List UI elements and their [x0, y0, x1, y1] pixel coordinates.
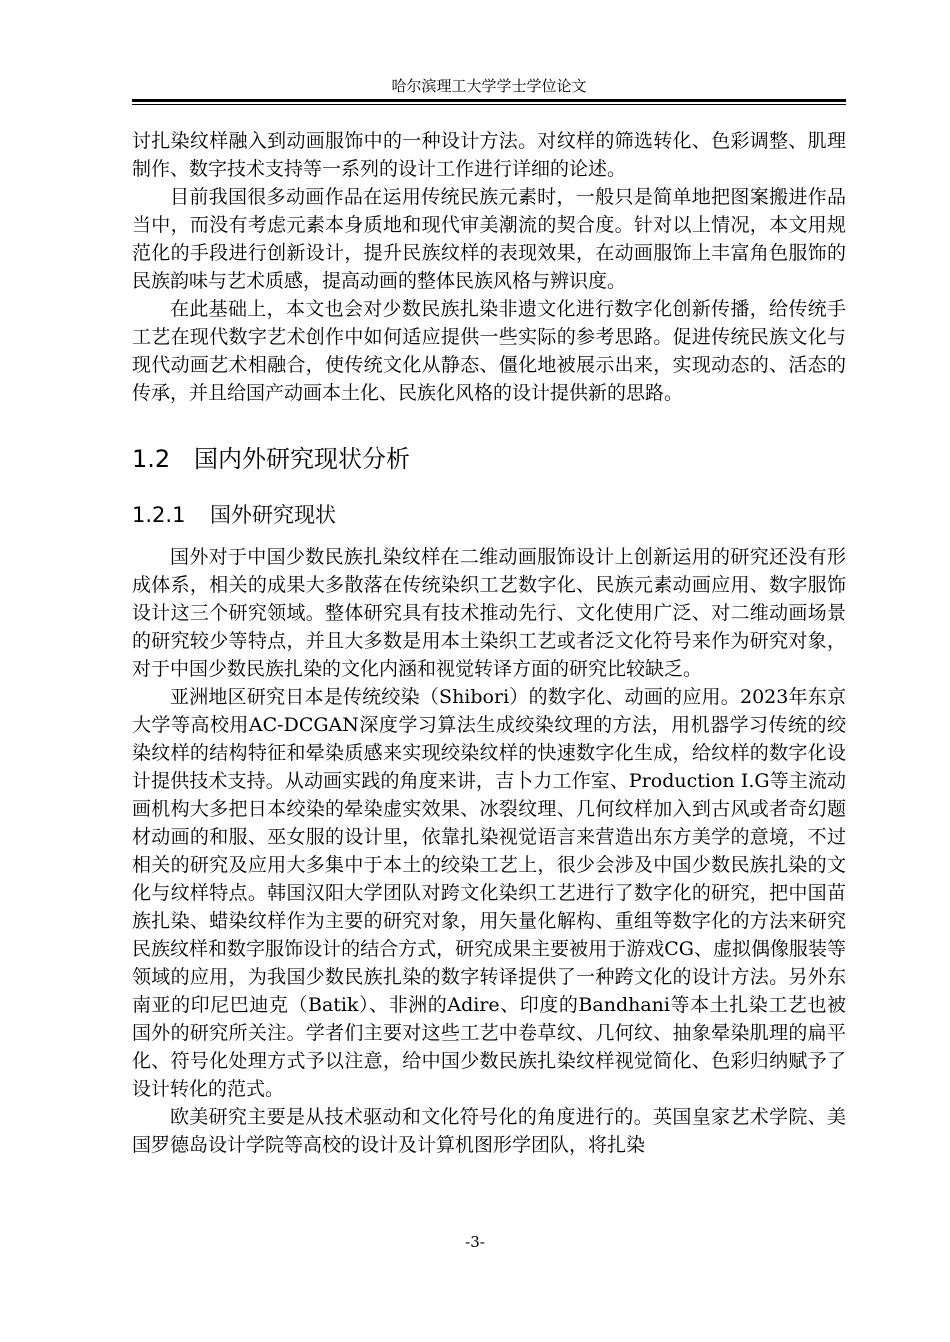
page-number: -3- [465, 1233, 485, 1251]
section-number: 1.2 [132, 445, 171, 473]
section-title: 国内外研究现状分析 [194, 445, 410, 473]
paragraph: 在此基础上，本文也会对少数民族扎染非遗文化进行数字化创新传播，给传统手工艺在现代数字艺术创作中如何适应提供一些实际的参考思路。促进传统民族文化与现代动画艺术相融合，使传统文化从静态、僵化地被展示出来，实现动态的、活态的传承，并且给国产动画本土化、民族化风格的设计提供新的思路。 [132, 298, 846, 404]
section-heading [132, 443, 846, 475]
subsection-title: 国外研究现状 [210, 503, 336, 527]
page-body [132, 127, 846, 1159]
subsection-heading [132, 501, 846, 529]
subsection-number: 1.2.1 [132, 503, 186, 527]
running-header: 哈尔滨理工大学学士学位论文 [391, 77, 587, 95]
paragraph: 国外对于中国少数民族扎染纹样在二维动画服饰设计上创新运用的研究还没有形成体系，相关的成果大多散落在传统染织工艺数字化、民族元素动画应用、数字服饰设计这三个研究领域。整体研究具有技术推动先行、文化使用广泛、对二维动画场景的研究较少等特点，并且大多数是用本土染织工艺或者泛文化符号来作为研究对象，对于中国少数民族扎染的文化内涵和视觉转译方面的研究比较缺乏。 [132, 546, 846, 680]
header-rule-thin [132, 104, 846, 105]
paragraph-continued: 讨扎染纹样融入到动画服饰中的一种设计方法。对纹样的筛选转化、色彩调整、肌理制作、数字技术支持等一系列的设计工作进行详细的论述。 [132, 130, 846, 180]
header-rule-thick [132, 99, 846, 102]
paragraph: 欧美研究主要是从技术驱动和文化符号化的角度进行的。英国皇家艺术学院、美国罗德岛设计学院等高校的设计及计算机图形学团队，将扎染 [132, 1106, 846, 1156]
paragraph: 亚洲地区研究日本是传统绞染（Shibori）的数字化、动画的应用。2023年东京大学等高校用AC-DCGAN深度学习算法生成绞染纹理的方法，用机器学习传统的绞染纹样的结构特征和晕染质感来实现绞染纹样的快速数字化生成，给纹样的数字化设计提供技术支持。从动画实践的角度来讲，吉卜力工作室、Production I.G等主流动画机构大多把日本绞染的晕染虚实效果、冰裂纹理、几何纹样加入到古风或者奇幻题材动画的和服、巫女服的设计里，依靠扎染视觉语言来营造出东方美学的意境，不过相关的研究及应用大多集中于本土的绞染工艺上，很少会涉及中国少数民族扎染的文化与纹样特点。韩国汉阳大学团队对跨文化染织工艺进行了数字化的研究，把中国苗族扎染、蜡染纹样作为主要的研究对象，用矢量化解构、重组等数字化的方法来研究民族纹样和数字服饰设计的结合方式，研究成果主要被用于游戏CG、虚拟偶像服装等领域的应用，为我国少数民族扎染的数字转译提供了一种跨文化的设计方法。另外东南亚的印尼巴迪克（Batik）、非洲的Adire、印度的Bandhani等本土扎染工艺也被国外的研究所关注。学者们主要对这些工艺中卷草纹、几何纹、抽象晕染肌理的扁平化、符号化处理方式予以注意，给中国少数民族扎染纹样视觉简化、色彩归纳赋予了设计转化的范式。 [132, 686, 846, 1100]
paragraph: 目前我国很多动画作品在运用传统民族元素时，一般只是简单地把图案搬进作品当中，而没有考虑元素本身质地和现代审美潮流的契合度。针对以上情况，本文用规范化的手段进行创新设计，提升民族纹样的表现效果，在动画服饰上丰富角色服饰的民族韵味与艺术质感，提高动画的整体民族风格与辨识度。 [132, 186, 846, 292]
